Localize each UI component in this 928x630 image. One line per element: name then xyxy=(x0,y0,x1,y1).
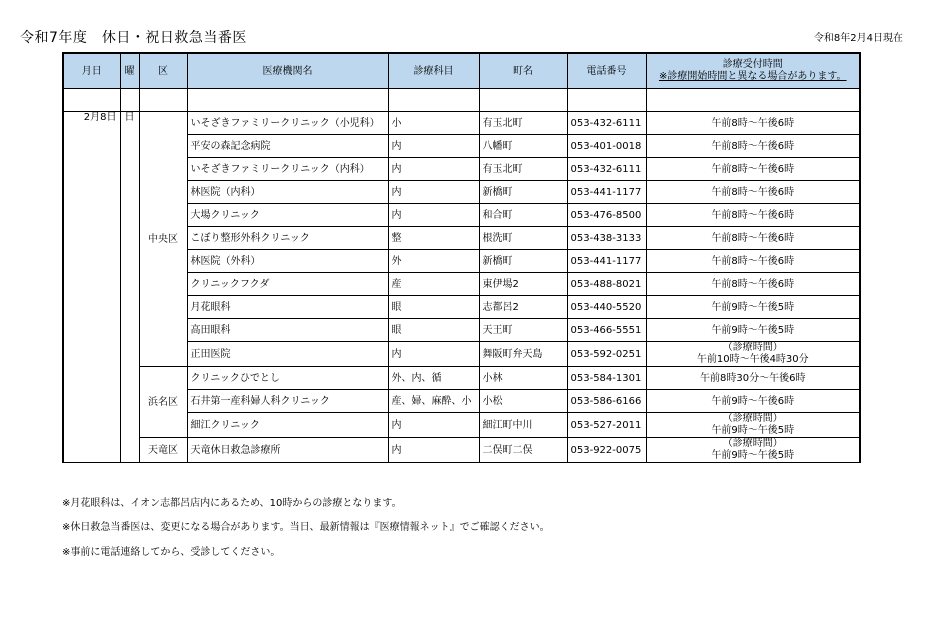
town: 志都呂2 xyxy=(479,296,567,319)
town: 新橋町 xyxy=(479,181,567,204)
department: 眼 xyxy=(388,296,479,319)
town: 細江町中川 xyxy=(479,413,567,438)
ward-chuo: 中央区 xyxy=(139,112,187,367)
facility-name: クリニックひでとし xyxy=(187,367,388,390)
phone: 053-527-2011 xyxy=(567,413,646,438)
as-of-date: 令和8年2月4日現在 xyxy=(813,33,903,44)
facility-name: こぼり整形外科クリニック xyxy=(187,227,388,250)
hours-value: 午前10時～午後4時30分 xyxy=(696,354,809,365)
town: 天王町 xyxy=(479,319,567,342)
department: 外 xyxy=(388,250,479,273)
department: 内 xyxy=(388,342,479,367)
spacer-row xyxy=(63,89,860,112)
town: 八幡町 xyxy=(479,135,567,158)
note-changes: ※休日救急当番医は、変更になる場合があります。当日、最新情報は『医療情報ネット』でご確認ください。 xyxy=(62,522,550,533)
facility-name: 石井第一産科婦人科クリニック xyxy=(187,390,388,413)
department: 産 xyxy=(388,273,479,296)
town: 東伊場2 xyxy=(479,273,567,296)
hours: 午前8時～午後6時 xyxy=(646,227,860,250)
hours-label: （診療時間） xyxy=(722,342,783,353)
hours: 午前8時～午後6時 xyxy=(646,181,860,204)
hours-label: （診療時間） xyxy=(722,413,783,424)
phone: 053-466-5551 xyxy=(567,319,646,342)
hours-value: 午前9時～午後5時 xyxy=(711,425,795,436)
department: 眼 xyxy=(388,319,479,342)
phone: 053-584-1301 xyxy=(567,367,646,390)
facility-name: 大場クリニック xyxy=(187,204,388,227)
ward-hamana: 浜名区 xyxy=(139,367,187,438)
department: 産、婦、麻酔、小 xyxy=(388,390,479,413)
note-call-ahead: ※事前に電話連絡してから、受診してください。 xyxy=(62,547,281,558)
town: 新橋町 xyxy=(479,250,567,273)
table-header-row xyxy=(63,53,860,89)
town: 根洗町 xyxy=(479,227,567,250)
phone: 053-488-8021 xyxy=(567,273,646,296)
department: 内 xyxy=(388,181,479,204)
hours-value: 午前9時～午後5時 xyxy=(711,450,795,461)
facility-name: 月花眼科 xyxy=(187,296,388,319)
town: 和合町 xyxy=(479,204,567,227)
hours xyxy=(646,438,860,463)
town: 二俣町二俣 xyxy=(479,438,567,463)
phone: 053-922-0075 xyxy=(567,438,646,463)
department: 内 xyxy=(388,135,479,158)
table-row xyxy=(63,112,860,135)
facility-name: 林医院（外科） xyxy=(187,250,388,273)
facility-name: いそざきファミリークリニック（内科） xyxy=(187,158,388,181)
facility-name: 正田医院 xyxy=(187,342,388,367)
facility-name: 細江クリニック xyxy=(187,413,388,438)
phone: 053-438-3133 xyxy=(567,227,646,250)
hours: 午前8時～午後6時 xyxy=(646,250,860,273)
phone: 053-432-6111 xyxy=(567,112,646,135)
department: 内 xyxy=(388,158,479,181)
header-month-day: 月日 xyxy=(63,53,120,89)
schedule-table xyxy=(62,52,861,463)
department: 外、内、循 xyxy=(388,367,479,390)
page-title: 令和7年度 休日・祝日救急当番医 xyxy=(20,30,247,46)
facility-name: 平安の森記念病院 xyxy=(187,135,388,158)
hours xyxy=(646,413,860,438)
hours: 午前9時～午後6時 xyxy=(646,390,860,413)
department: 小 xyxy=(388,112,479,135)
facility-name: いそざきファミリークリニック（小児科） xyxy=(187,112,388,135)
hours: 午前8時～午後6時 xyxy=(646,204,860,227)
hours: 午前8時～午後6時 xyxy=(646,273,860,296)
header-hours-note: ※診療開始時間と異なる場合があります。 xyxy=(658,71,847,82)
town: 有玉北町 xyxy=(479,112,567,135)
header-ward: 区 xyxy=(139,53,187,89)
phone: 053-441-1177 xyxy=(567,250,646,273)
hours: 午前8時～午後6時 xyxy=(646,158,860,181)
facility-name: クリニックフクダ xyxy=(187,273,388,296)
department: 内 xyxy=(388,413,479,438)
phone: 053-440-5520 xyxy=(567,296,646,319)
facility-name: 天竜休日救急診療所 xyxy=(187,438,388,463)
hours: 午前8時～午後6時 xyxy=(646,112,860,135)
hours: 午前8時30分～午後6時 xyxy=(646,367,860,390)
hours: 午前8時～午後6時 xyxy=(646,135,860,158)
header-hours xyxy=(646,53,860,89)
header-phone: 電話番号 xyxy=(567,53,646,89)
hours: 午前9時～午後5時 xyxy=(646,296,860,319)
hours xyxy=(646,342,860,367)
phone: 053-441-1177 xyxy=(567,181,646,204)
department: 整 xyxy=(388,227,479,250)
phone: 053-401-0018 xyxy=(567,135,646,158)
header-department: 診療科目 xyxy=(388,53,479,89)
ward-tenryu: 天竜区 xyxy=(139,438,187,463)
department: 内 xyxy=(388,204,479,227)
phone: 053-476-8500 xyxy=(567,204,646,227)
phone: 053-592-0251 xyxy=(567,342,646,367)
hours: 午前9時～午後5時 xyxy=(646,319,860,342)
phone: 053-586-6166 xyxy=(567,390,646,413)
note-gekka: ※月花眼科は、イオン志都呂店内にあるため、10時からの診療となります。 xyxy=(62,498,402,509)
hours-label: （診療時間） xyxy=(722,438,783,449)
table-row xyxy=(63,438,860,463)
header-weekday: 曜 xyxy=(120,53,139,89)
town: 小林 xyxy=(479,367,567,390)
header-hours-title: 診療受付時間 xyxy=(722,59,783,70)
town: 舞阪町弁天島 xyxy=(479,342,567,367)
table-row xyxy=(63,367,860,390)
department: 内 xyxy=(388,438,479,463)
date-cell: 2月8日 xyxy=(63,112,120,463)
header-town: 町名 xyxy=(479,53,567,89)
header-facility: 医療機関名 xyxy=(187,53,388,89)
facility-name: 高田眼科 xyxy=(187,319,388,342)
facility-name: 林医院（内科） xyxy=(187,181,388,204)
town: 有玉北町 xyxy=(479,158,567,181)
town: 小松 xyxy=(479,390,567,413)
phone: 053-432-6111 xyxy=(567,158,646,181)
weekday-cell: 日 xyxy=(120,112,139,463)
